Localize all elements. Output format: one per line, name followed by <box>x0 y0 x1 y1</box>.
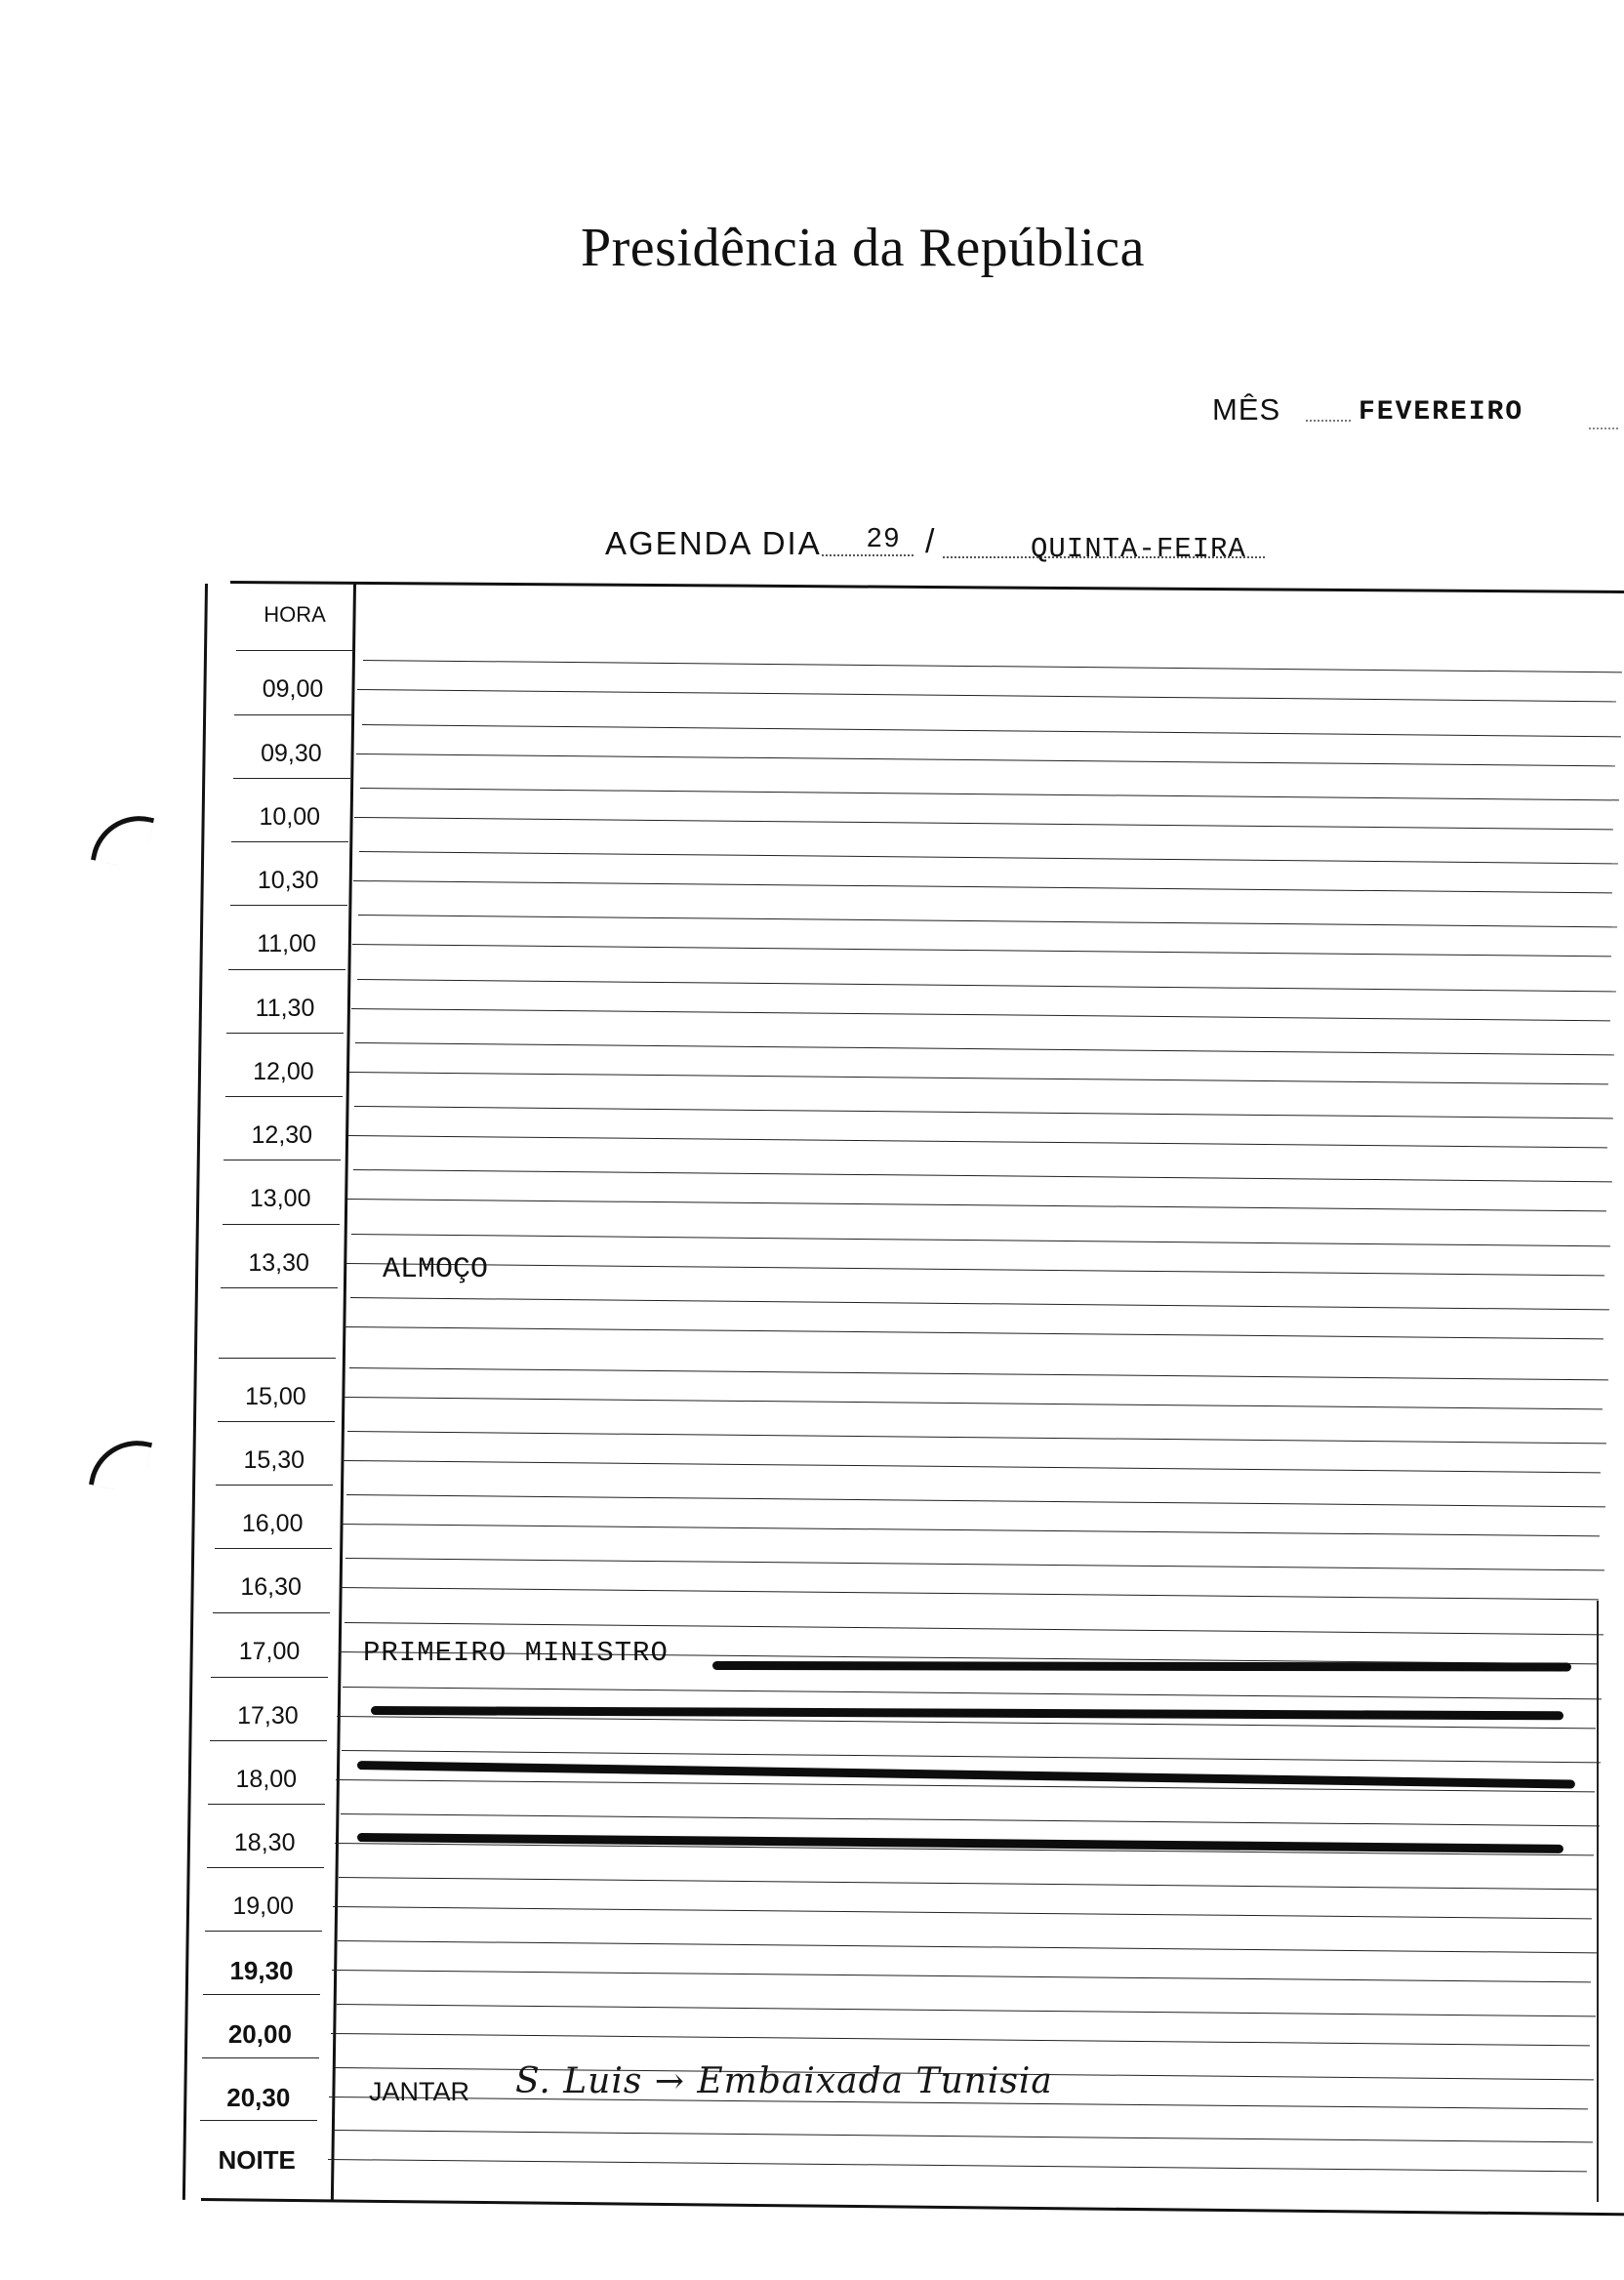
schedule-line <box>350 1008 1609 1021</box>
hour-label: 16,30 <box>240 1573 302 1601</box>
schedule-line <box>349 1367 1608 1380</box>
schedule-line <box>353 880 1612 893</box>
hour-label: 16,00 <box>241 1510 304 1537</box>
hour-rule <box>207 1867 324 1868</box>
schedule-line <box>349 1072 1608 1084</box>
schedule-line <box>351 1234 1610 1246</box>
hour-rule <box>218 1421 335 1422</box>
table-right-border <box>1597 1601 1599 2202</box>
schedule-line <box>347 1431 1606 1444</box>
month-label: MÊS <box>1212 392 1281 427</box>
hour-rule <box>211 1677 328 1678</box>
schedule-line <box>350 1297 1609 1310</box>
weekday-value: QUINTA-FEIRA <box>1031 533 1246 565</box>
hour-rule <box>210 1740 327 1741</box>
hour-rule <box>233 778 350 779</box>
hour-label: 18,30 <box>233 1829 296 1856</box>
hour-label: 19,30 <box>229 1956 294 1985</box>
redaction-bar <box>357 1833 1563 1853</box>
hour-rule <box>234 714 351 715</box>
hour-header: HORA <box>264 602 326 627</box>
table-top-border <box>230 581 1624 593</box>
hour-rule <box>226 1033 344 1034</box>
hour-label: 10,00 <box>259 803 321 831</box>
day-dotted-line <box>822 554 914 556</box>
schedule-line <box>352 944 1611 957</box>
schedule-line <box>358 915 1617 927</box>
schedule-line <box>360 788 1619 800</box>
schedule-line <box>343 1687 1602 1699</box>
punch-hole-mark <box>91 807 154 871</box>
schedule-line <box>356 753 1615 766</box>
hour-rule <box>208 1804 325 1805</box>
schedule-line <box>353 1169 1612 1182</box>
entry-almoco: ALMOÇO <box>383 1253 489 1286</box>
schedule-line <box>342 1750 1601 1763</box>
schedule-line <box>359 851 1618 864</box>
hour-label: 10,30 <box>257 867 319 894</box>
hour-label: 12,00 <box>253 1058 314 1085</box>
hour-rule <box>205 1931 322 1932</box>
schedule-line <box>340 1587 1599 1600</box>
hour-label: 18,00 <box>235 1766 298 1793</box>
schedule-line <box>341 1524 1600 1536</box>
hour-label: 11,00 <box>257 930 316 957</box>
hour-rule <box>213 1612 330 1613</box>
hour-label: 13,00 <box>249 1185 311 1212</box>
hour-label: 15,30 <box>243 1446 305 1474</box>
schedule-line <box>345 1326 1604 1339</box>
entry-primeiro-ministro: PRIMEIRO MINISTRO <box>363 1637 669 1669</box>
hour-label: 09,00 <box>262 675 324 703</box>
entry-jantar: JANTAR <box>369 2077 470 2106</box>
schedule-line <box>356 979 1615 992</box>
hour-label: NOITE <box>218 2145 296 2175</box>
schedule-line <box>362 724 1621 737</box>
date-separator: / <box>925 523 935 560</box>
schedule-line <box>363 660 1622 672</box>
hour-rule <box>231 841 348 842</box>
schedule-line <box>344 1397 1603 1409</box>
schedule-line <box>328 2159 1587 2172</box>
hour-label: 12,30 <box>251 1121 313 1149</box>
month-dotted-line <box>1306 420 1351 422</box>
hour-label: 17,30 <box>237 1702 299 1730</box>
month-dotted-line-end <box>1589 428 1618 429</box>
hour-rule <box>215 1548 332 1549</box>
hour-label: 17,00 <box>238 1638 301 1665</box>
hour-rule <box>219 1358 336 1359</box>
schedule-line <box>333 1906 1592 1919</box>
hour-label: 13,30 <box>248 1249 309 1277</box>
schedule-line <box>338 1940 1597 1953</box>
schedule-line <box>344 1622 1603 1635</box>
hour-label: 19,00 <box>232 1893 294 1920</box>
hour-rule <box>200 2120 317 2121</box>
handwritten-note: S. Luis → Embaixada Tunisia <box>515 2061 1053 2101</box>
schedule-line <box>357 689 1616 702</box>
punch-hole-mark <box>89 1432 152 1495</box>
schedule-line <box>354 1106 1613 1119</box>
redaction-bar <box>712 1661 1571 1672</box>
schedule-line <box>342 1460 1601 1473</box>
schedule-line <box>345 1263 1604 1276</box>
hour-label: 15,00 <box>245 1383 306 1410</box>
schedule-line <box>354 817 1613 830</box>
agenda-day-label: AGENDA DIA <box>605 525 822 561</box>
month-value: FEVEREIRO <box>1359 397 1524 428</box>
schedule-line <box>348 1135 1607 1148</box>
day-value: 29 <box>867 522 902 552</box>
schedule-line <box>334 2130 1593 2142</box>
schedule-line <box>341 1813 1600 1826</box>
schedule-line <box>332 1970 1591 1982</box>
hour-rule <box>230 905 347 906</box>
hour-label: 20,30 <box>226 2083 291 2112</box>
page-title: Presidência da República <box>580 218 1145 278</box>
schedule-line <box>346 1494 1605 1507</box>
hour-rule <box>203 1994 320 1995</box>
hour-rule <box>236 650 353 651</box>
schedule-line <box>337 2004 1596 2016</box>
hour-rule <box>228 969 345 970</box>
schedule-line <box>347 1199 1606 1211</box>
table-bottom-border <box>201 2198 1624 2216</box>
schedule-line <box>339 1877 1598 1890</box>
hour-label: 20,00 <box>227 2019 292 2049</box>
hour-rule <box>216 1485 333 1486</box>
hour-label: 09,30 <box>261 740 322 767</box>
hour-rule <box>221 1287 338 1288</box>
hour-rule <box>225 1096 343 1097</box>
hour-rule <box>202 2057 319 2058</box>
hour-label: 11,30 <box>255 995 315 1022</box>
schedule-line <box>355 1042 1614 1055</box>
hour-rule <box>223 1224 340 1225</box>
schedule-line <box>331 2033 1590 2046</box>
schedule-line <box>345 1558 1604 1570</box>
